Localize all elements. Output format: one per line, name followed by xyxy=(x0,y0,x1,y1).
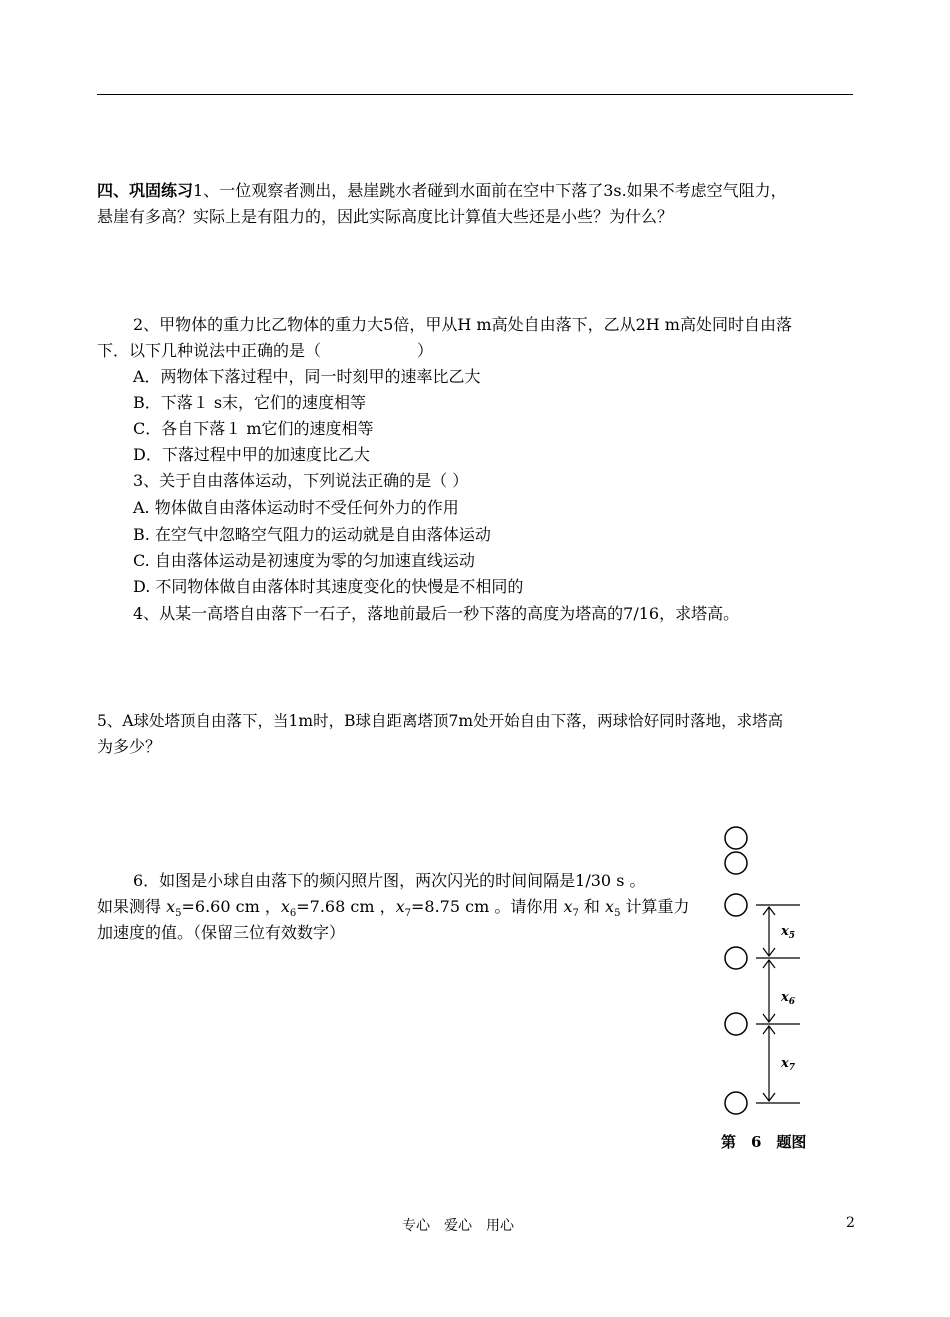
q6-use-x7-symbol: x xyxy=(563,897,573,916)
ball-5 xyxy=(725,1013,747,1035)
ball-1 xyxy=(725,827,747,849)
q3-option-a: A. 物体做自由落体运动时不受任何外力的作用 xyxy=(133,498,459,517)
q6-use-x5-symbol: x xyxy=(605,897,615,916)
x5-dimension-arrow xyxy=(763,907,775,956)
label-x5: $x_5$ xyxy=(781,924,796,941)
section-heading: 四、巩固练习 xyxy=(97,181,194,200)
q2-option-d: D．下落过程中甲的加速度比乙大 xyxy=(133,445,370,464)
q1-line2: 悬崖有多高？实际上是有阻力的，因此实际高度比计算值大些还是小些？为什么？ xyxy=(97,207,674,226)
q2-option-b: B．下落１ s末，它们的速度相等 xyxy=(133,393,367,412)
q3-option-d: D. 不同物体做自由落体时其速度变化的快慢是不相同的 xyxy=(133,577,524,596)
label-x6: $x_6$ xyxy=(781,990,796,1007)
label-x7: $x_7$ xyxy=(781,1056,796,1073)
q6-post: 计算重力 xyxy=(620,897,690,916)
page-number: 2 xyxy=(846,1215,855,1231)
q6-line3: 加速度的值。（保留三位有效数字） xyxy=(97,923,346,942)
figure-caption: 第 6 题图 xyxy=(721,1133,807,1151)
q5-line2: 为多少？ xyxy=(97,737,162,756)
q2-line2: 下．以下几种说法中正确的是（ ） xyxy=(97,341,434,360)
q6-line1: 6．如图是小球自由落下的频闪照片图，两次闪光的时间间隔是1/30 s 。 xyxy=(133,871,646,890)
q6-x6-symbol: x xyxy=(280,897,290,916)
q3-stem: 3、关于自由落体运动，下列说法正确的是（ ） xyxy=(133,471,469,490)
footer-slogan: 专心 爱心 用心 xyxy=(402,1218,514,1234)
q5-line1: 5、A球处塔顶自由落下，当1m时，B球自距离塔顶7m处开始自由下落，两球恰好同时落地，求塔高 xyxy=(97,712,784,730)
ball-6 xyxy=(725,1092,747,1114)
x6-dimension-arrow xyxy=(763,960,775,1022)
q3-option-c: C. 自由落体运动是初速度为零的匀加速直线运动 xyxy=(133,551,475,570)
q1-line1 xyxy=(97,178,787,204)
strobe-figure xyxy=(700,815,860,1155)
q6-pre: 如果测得 xyxy=(97,897,167,916)
q1-text1: 1、一位观察者测出，悬崖跳水者碰到水面前在空中下落了3s.如果不考虑空气阻力， xyxy=(193,181,787,200)
q6-x5-sub: 5 xyxy=(175,908,182,920)
q6-use-x5-sub: 5 xyxy=(614,908,621,920)
q6-x7-symbol: x xyxy=(395,897,405,916)
q6-x6-value: =7.68 cm ， xyxy=(296,897,396,916)
q6-x7-sub: 7 xyxy=(404,908,411,920)
ball-2 xyxy=(725,852,747,874)
ball-4 xyxy=(725,947,747,969)
header-rule xyxy=(97,94,853,95)
q6-x5-symbol: x xyxy=(166,897,176,916)
q3-option-b: B. 在空气中忽略空气阻力的运动就是自由落体运动 xyxy=(133,525,491,544)
q2-line1: 2、甲物体的重力比乙物体的重力大5倍，甲从H m高处自由落下，乙从2H m高处同时自由落 xyxy=(133,315,792,334)
x7-dimension-arrow xyxy=(763,1026,775,1101)
q2-option-a: A．两物体下落过程中，同一时刻甲的速率比乙大 xyxy=(133,367,481,386)
q2-option-c: C．各自下落１ m它们的速度相等 xyxy=(133,419,374,438)
q4-stem: 4、从某一高塔自由落下一石子，落地前最后一秒下落的高度为塔高的7/16，求塔高。 xyxy=(133,604,740,623)
q6-and: 和 xyxy=(578,897,606,916)
q6-x5-value: =6.60 cm ， xyxy=(181,897,281,916)
q6-use-x7-sub: 7 xyxy=(572,908,579,920)
ball-3 xyxy=(725,894,747,916)
q6-x6-sub: 6 xyxy=(289,908,297,920)
q6-x7-value: =8.75 cm 。请你用 xyxy=(411,897,564,916)
